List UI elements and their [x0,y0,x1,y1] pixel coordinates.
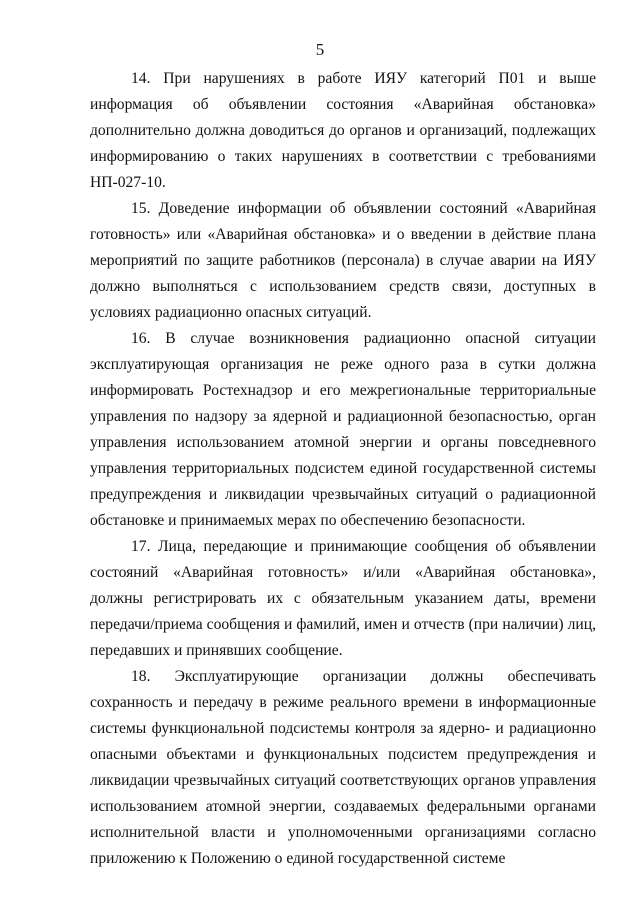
paragraph-18: 18. Эксплуатирующие организации должны обеспечивать сохранность и передачу в режиме реального времени в информационные системы функциональной подсистемы контроля за ядерно- и радиационно опасными объектами и функциональных подсистем предупреждения и ликвидации чрезвычайных ситуаций соответствующих органов управления использованием атомной энергии, создаваемых федеральными органами исполнительной власти и уполномоченными организациями согласно приложению к Положению о единой государственной системе [90,668,596,867]
paragraph-14: 14. При нарушениях в работе ИЯУ категорий П01 и выше информация об объявлении состояния «Аварийная обстановка» дополнительно должна доводиться до органов и организаций, подлежащих информированию о таких нарушениях в соответствии с требованиями НП-027-10. [90,70,596,191]
paragraph-15: 15. Доведение информации об объявлении состояний «Аварийная готовность» или «Аварийная обстановка» и о введении в действие плана мероприятий по защите работников (персонала) в случае аварии на ИЯУ должно выполняться с использованием средств связи, доступных в условиях радиационно опасных ситуаций. [90,200,596,321]
paragraph-17: 17. Лица, передающие и принимающие сообщения об объявлении состояний «Аварийная готовность» и/или «Аварийная обстановка», должны регистрировать их с обязательным указанием даты, времени передачи/приема сообщения и фамилий, имен и отчеств (при наличии) лиц, передавших и принявших сообщение. [90,538,596,659]
document-body [90,66,596,872]
page-number: 5 [315,40,325,59]
paragraph-16: 16. В случае возникновения радиационно опасной ситуации эксплуатирующая организация не реже одного раза в сутки должна информировать Ростехнадзор и его межрегиональные территориальные управления по надзору за ядерной и радиационной безопасностью, орган управления использованием атомной энергии и органы повседневного управления территориальных подсистем единой государственной системы предупреждения и ликвидации чрезвычайных ситуаций о радиационной обстановке и принимаемых мерах по обеспечению безопасности. [90,330,596,529]
